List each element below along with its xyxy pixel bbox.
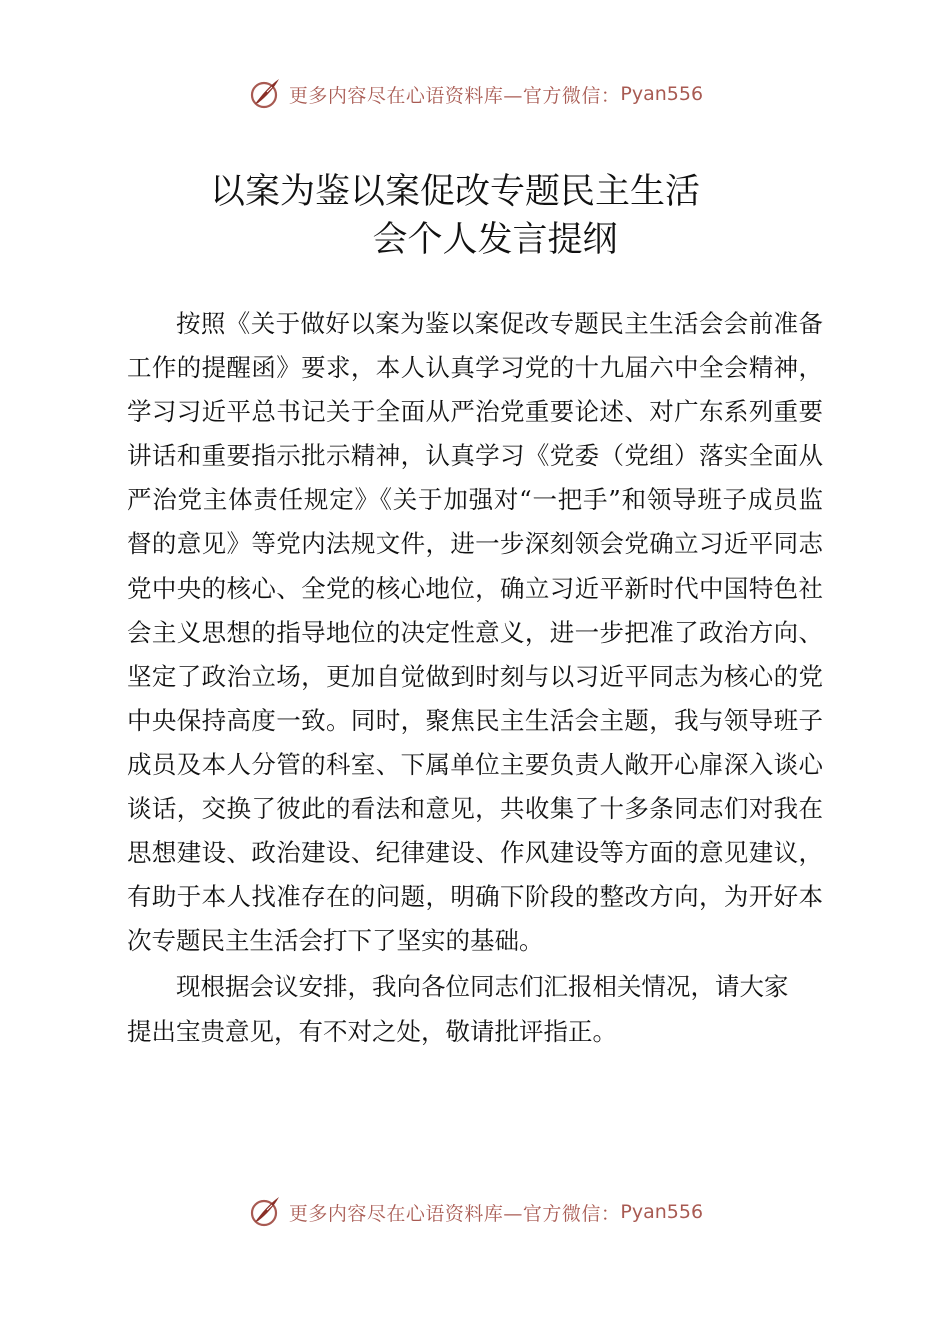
banner-wechat-id: Pyan556 xyxy=(620,83,704,105)
quill-circle-logo-icon xyxy=(247,76,283,112)
title-line-1: 以案为鉴以案促改专题民主生活 xyxy=(209,172,700,212)
header-banner xyxy=(0,72,950,116)
document-body xyxy=(127,302,823,1054)
quill-circle-logo-icon xyxy=(247,1194,283,1230)
banner-wechat-id: Pyan556 xyxy=(620,1201,704,1223)
footer-banner xyxy=(0,1190,950,1234)
document-title xyxy=(0,168,950,264)
banner-text: 更多内容尽在心语资料库—官方微信： xyxy=(288,84,621,107)
title-line-2: 会个人发言提纲 xyxy=(372,220,618,260)
body-paragraph: 现根据会议安排，我向各位同志们汇报相关情况，请大家提出宝贵意见，有不对之处，敬请批评指正。 xyxy=(127,972,789,1046)
banner-text: 更多内容尽在心语资料库—官方微信： xyxy=(288,1202,621,1225)
body-paragraph: 按照《关于做好以案为鉴以案促改专题民主生活会会前准备工作的提醒函》要求，本人认真学习党的十九届六中全会精神，学习习近平总书记关于全面从严治党重要论述、对广东系列重要讲话和重要指示批示精神，认真学习《党委（党组）落实全面从严治党主体责任规定》《关于加强对“一把手”和领导班子成员监督的意见》等党内法规文件，进一步深刻领会党确立习近平同志党中央的核心、全党的核心地位，确立习近平新时代中国特色社会主义思想的指导地位的决定性意义，进一步把准了政治方向、坚定了政治立场，更加自觉做到时刻与以习近平同志为核心的党中央保持高度一致。同时，聚焦民主生活会主题，我与领导班子成员及本人分管的科室、下属单位主要负责人敞开心扉深入谈心谈话，交换了彼此的看法和意见，共收集了十多条同志们对我在思想建设、政治建设、纪律建设、作风建设等方面的意见建议，有助于本人找准存在的问题，明确下阶段的整改方向，为开好本次专题民主生活会打下了坚实的基础。 xyxy=(127,309,823,956)
